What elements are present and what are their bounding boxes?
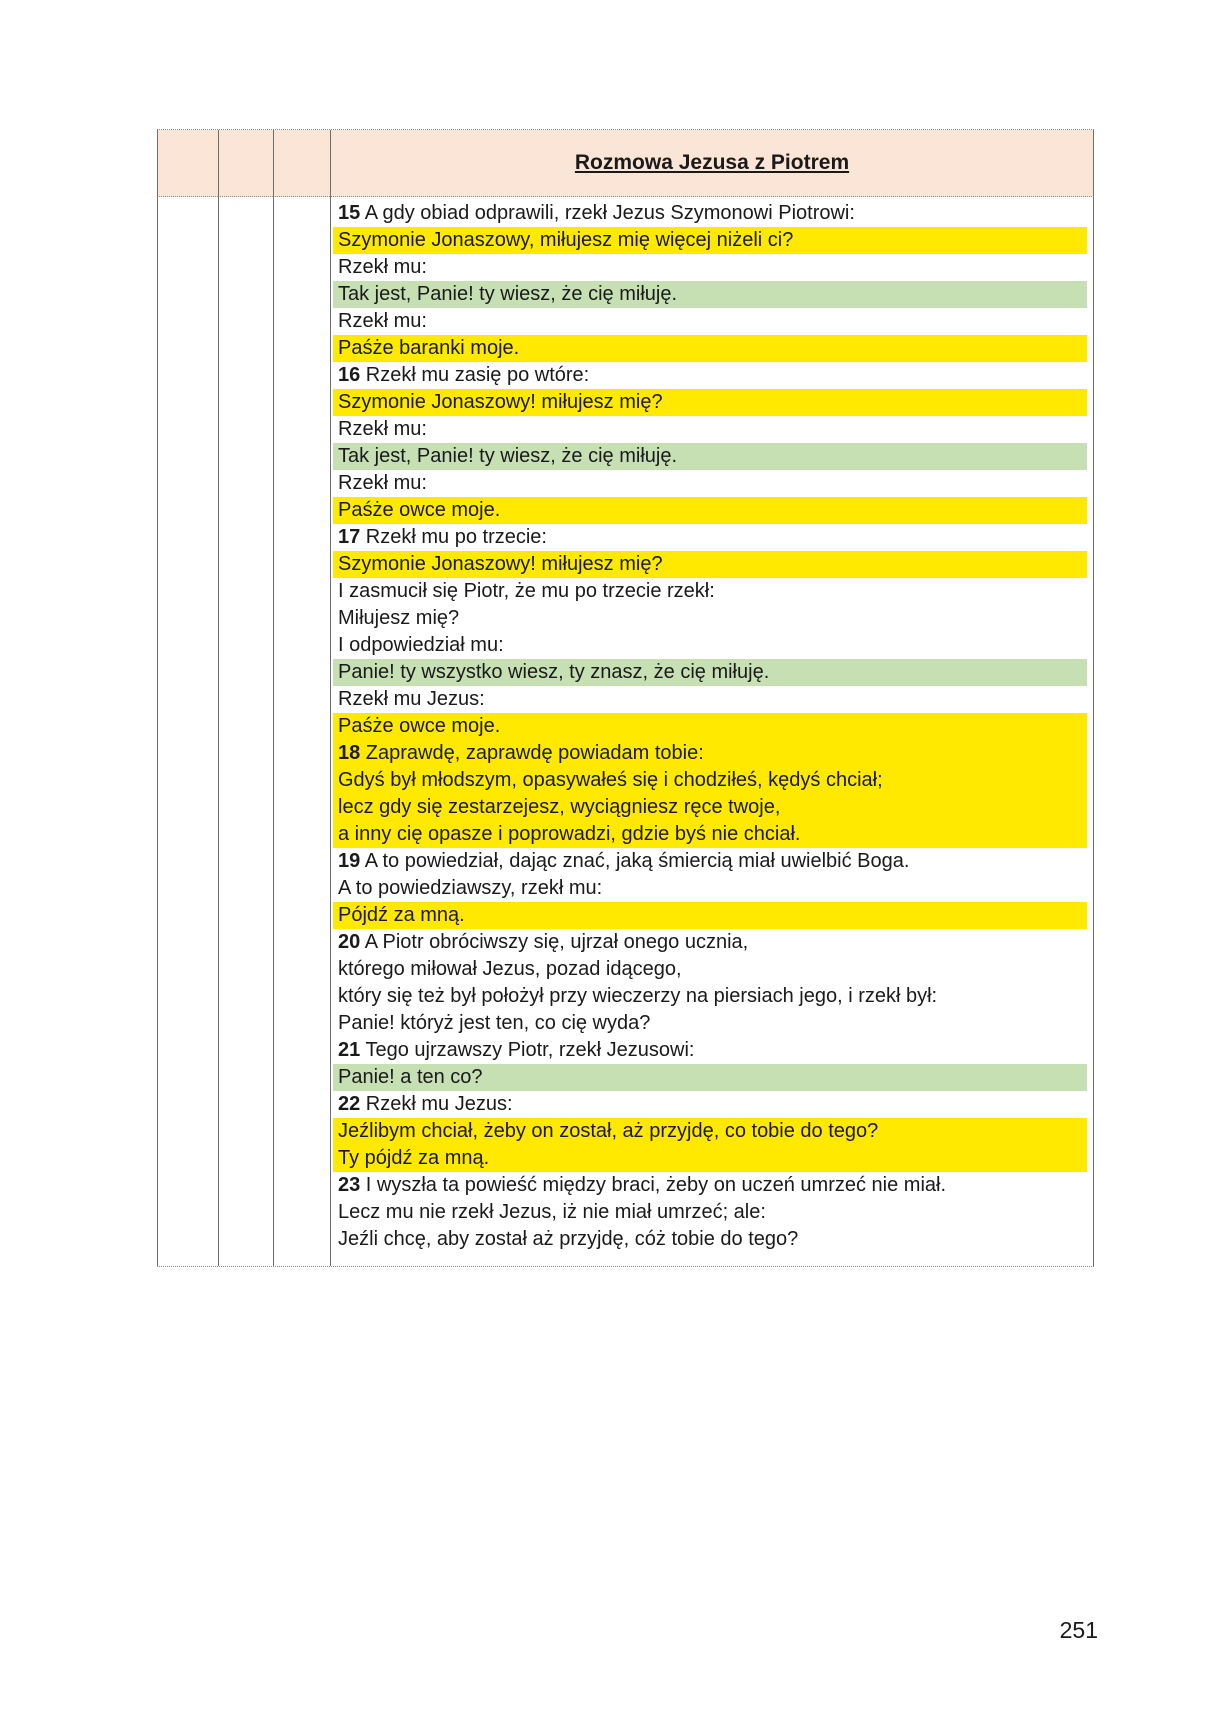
verse-line: 18 Zaprawdę, zaprawdę powiadam tobie:	[333, 740, 1087, 767]
verse-line: 15 A gdy obiad odprawili, rzekł Jezus Szymonowi Piotrowi:	[338, 202, 855, 224]
verse-line: Szymonie Jonaszowy, miłujesz mię więcej niżeli ci?	[333, 227, 1087, 254]
verse-line: Lecz mu nie rzekł Jezus, iż nie miał umrzeć; ale:	[338, 1201, 766, 1223]
verse-line: Pójdź za mną.	[333, 902, 1087, 929]
header-cell-empty-2	[218, 130, 273, 197]
verse-line: Tak jest, Panie! ty wiesz, że cię miłuję.	[333, 281, 1087, 308]
body-cell-text	[330, 197, 1094, 1266]
verse-line: Szymonie Jonaszowy! miłujesz mię?	[333, 389, 1087, 416]
verse-number: 21	[338, 1039, 361, 1061]
verse-line: 23 I wyszła ta powieść między braci, żeby on uczeń umrzeć nie miał.	[338, 1174, 947, 1196]
section-title: Rozmowa Jezusa z Piotrem	[574, 151, 850, 174]
verse-line: A to powiedziawszy, rzekł mu:	[338, 877, 603, 899]
verse-line: 17 Rzekł mu po trzecie:	[338, 526, 547, 548]
verse-line: Paśże owce moje.	[333, 497, 1087, 524]
verse-line: Jeźlibym chciał, żeby on został, aż przyjdę, co tobie do tego?	[333, 1118, 1087, 1145]
verse-line: Rzekł mu:	[338, 256, 427, 278]
verse-line: Rzekł mu Jezus:	[338, 688, 485, 710]
verse-line: I odpowiedział mu:	[338, 634, 504, 656]
page-number: 251	[1059, 1617, 1098, 1643]
verse-line: Ty pójdź za mną.	[333, 1145, 1087, 1172]
verse-line: Panie! ty wszystko wiesz, ty znasz, że cię miłuję.	[333, 659, 1087, 686]
scripture-table	[157, 129, 1094, 1267]
body-cell-empty-2	[218, 197, 273, 1266]
verse-line: Panie! a ten co?	[333, 1064, 1087, 1091]
verse-number: 17	[338, 526, 361, 548]
body-cell-empty-3	[273, 197, 330, 1266]
verse-number: 19	[338, 850, 361, 872]
verse-number: 18	[338, 742, 361, 764]
header-cell-title	[330, 130, 1094, 197]
verse-line: I zasmucił się Piotr, że mu po trzecie rzekł:	[338, 580, 715, 602]
verse-line: Rzekł mu:	[338, 418, 427, 440]
verse-number: 16	[338, 364, 361, 386]
verse-line: Miłujesz mię?	[338, 607, 460, 629]
verse-line: 21 Tego ujrzawszy Piotr, rzekł Jezusowi:	[338, 1039, 695, 1061]
verse-line: 16 Rzekł mu zasię po wtóre:	[338, 364, 590, 386]
verse-line: 22 Rzekł mu Jezus:	[338, 1093, 513, 1115]
header-cell-empty-1	[157, 130, 218, 197]
verse-line: Szymonie Jonaszowy! miłujesz mię?	[333, 551, 1087, 578]
verse-line: którego miłował Jezus, pozad idącego,	[338, 958, 682, 980]
verse-lines	[333, 200, 1087, 1253]
verse-line: Paśże baranki moje.	[333, 335, 1087, 362]
verse-number: 15	[338, 202, 361, 224]
verse-line: Gdyś był młodszym, opasywałeś się i chodziłeś, kędyś chciał;	[333, 767, 1087, 794]
verse-line: Tak jest, Panie! ty wiesz, że cię miłuję.	[333, 443, 1087, 470]
verse-line: a inny cię opasze i poprowadzi, gdzie byś nie chciał.	[333, 821, 1087, 848]
verse-line: Rzekł mu:	[338, 310, 427, 332]
verse-line: Jeźli chcę, aby został aż przyjdę, cóż tobie do tego?	[338, 1228, 799, 1250]
verse-line: Rzekł mu:	[338, 472, 427, 494]
verse-line: 19 A to powiedział, dając znać, jaką śmiercią miał uwielbić Boga.	[338, 850, 910, 872]
verse-line: 20 A Piotr obróciwszy się, ujrzał onego ucznia,	[338, 931, 749, 953]
verse-line: który się też był położył przy wieczerzy na piersiach jego, i rzekł był:	[338, 985, 938, 1007]
verse-number: 22	[338, 1093, 361, 1115]
header-cell-empty-3	[273, 130, 330, 197]
verse-number: 23	[338, 1174, 361, 1196]
verse-line: lecz gdy się zestarzejesz, wyciągniesz ręce twoje,	[333, 794, 1087, 821]
verse-line: Panie! któryż jest ten, co cię wyda?	[338, 1012, 651, 1034]
body-cell-empty-1	[157, 197, 218, 1266]
verse-number: 20	[338, 931, 361, 953]
verse-line: Paśże owce moje.	[333, 713, 1087, 740]
